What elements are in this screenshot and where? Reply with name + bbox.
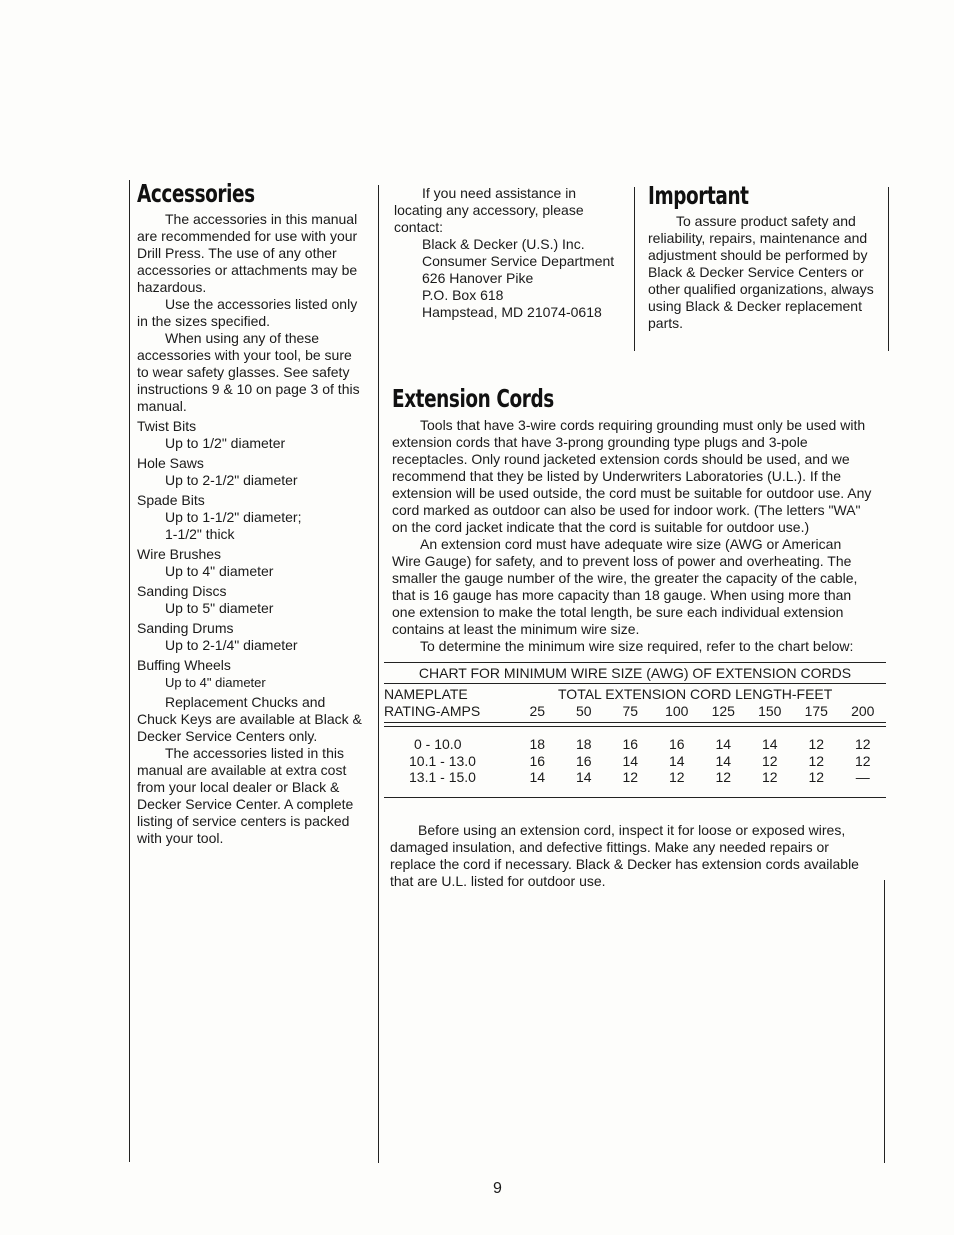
accessories-section (137, 180, 365, 847)
chart-head-nameplate: NAMEPLATE (384, 686, 468, 702)
inspection-section (390, 822, 860, 890)
accessory-size: Up to 4" diameter (165, 675, 266, 690)
replacement-chucks-note: Replacement Chucks and Chuck Keys are available at Black & Decker Service Centers only. (137, 694, 362, 744)
chart-head-length: TOTAL EXTENSION CORD LENGTH-FEET (558, 686, 833, 702)
grounding-paragraph: Tools that have 3-wire cords requiring grounding must only be used with extension cords that have 3-prong grounding type plugs and 3-pole receptacles. Only round jacketed extension cords should be used, and we recommend that they be listed by Underwriters Laboratories (U.L.). If the extension will be used outside, the cord must be suitable for outdoor use. Any cord marked as outdoor can also be used for indoor work. (The letters "WA" on the cord jacket indicate that the cord is suitable for outdoor use.) (392, 417, 872, 535)
accessory-size: Up to 4" diameter (165, 563, 274, 579)
accessory-name: Spade Bits (137, 492, 205, 508)
address-line: 626 Hanover Pike (422, 270, 534, 286)
length-header: 150 (758, 703, 782, 719)
gauge-cell: 14 (668, 752, 685, 769)
gauge-cell: 12 (668, 769, 685, 785)
gauge-cell: 16 (668, 736, 685, 752)
gauge-cell: 12 (715, 769, 732, 785)
chart-length-row (514, 703, 886, 720)
length-header: 125 (711, 703, 735, 719)
gauge-cell: 12 (854, 736, 871, 752)
amp-range: 0 - 10.0 (414, 736, 462, 752)
address-line: P.O. Box 618 (422, 287, 504, 303)
accessory-list (137, 418, 365, 691)
accessory-name: Twist Bits (137, 418, 197, 434)
accessory-item (137, 583, 365, 617)
chart-title: CHART FOR MINIMUM WIRE SIZE (AWG) OF EXTENSION CORDS (418, 665, 852, 681)
gauge-cell: 14 (761, 736, 778, 752)
accessory-size: Up to 2-1/2" diameter (165, 472, 298, 488)
accessory-size: Up to 2-1/4" diameter (165, 637, 298, 653)
address-line: Consumer Service Department (422, 253, 615, 269)
length-header: 200 (851, 703, 875, 719)
extension-cords-section (392, 385, 872, 655)
gauge-cell: 16 (622, 736, 639, 752)
accessory-size: Up to 1-1/2" diameter; (165, 509, 302, 525)
gauge-cell: 12 (808, 769, 825, 785)
gauge-cell: 12 (622, 769, 639, 785)
address-line: Hampstead, MD 21074-0618 (422, 304, 602, 320)
accessory-size-extra: 1-1/2" thick (165, 526, 235, 542)
accessories-safety-note: When using any of these accessories with your tool, be sure to wear safety glasses. See safety instructions 9 & 10 on page 3 of this manual. (137, 330, 360, 414)
accessories-intro: The accessories in this manual are recommended for use with your Drill Press. The use of any other accessories or attachments may be hazardous. (137, 211, 358, 295)
accessory-item (137, 546, 365, 580)
gauge-cell: 16 (575, 752, 592, 769)
accessory-name: Sanding Discs (137, 583, 227, 599)
gauge-cell: 14 (622, 752, 639, 769)
gauge-cell: — (855, 769, 870, 785)
accessories-heading: Accessories (137, 179, 255, 208)
extra-cost-note: The accessories listed in this manual are available at extra cost from your local dealer or Black & Decker Service Center. A complete listing of service centers is packed with your tool. (137, 745, 354, 846)
gauge-cell: 16 (529, 752, 546, 769)
page-number: 9 (493, 1180, 502, 1197)
chart-head-left (384, 686, 514, 720)
amp-range: 10.1 - 13.0 (409, 752, 476, 769)
gauge-cell: 18 (575, 736, 592, 752)
column-rule-right (884, 880, 885, 1163)
gauge-cell: 12 (761, 752, 778, 769)
accessory-name: Wire Brushes (137, 546, 222, 562)
accessories-sizes-note: Use the accessories listed only in the sizes specified. (137, 296, 358, 329)
important-rule-right (888, 187, 889, 351)
chart-head-rating: RATING-AMPS (384, 703, 481, 719)
length-header: 50 (575, 703, 592, 719)
table-row (384, 753, 886, 770)
accessory-name: Sanding Drums (137, 620, 234, 636)
accessory-item (137, 657, 365, 691)
length-header: 25 (529, 703, 546, 719)
extension-cords-heading: Extension Cords (392, 384, 554, 413)
accessory-item (137, 620, 365, 654)
contact-intro: If you need assistance in locating any accessory, please contact: (394, 185, 584, 235)
contact-section (394, 185, 622, 321)
amp-range: 13.1 - 15.0 (409, 769, 476, 785)
table-row (384, 769, 886, 786)
gauge-cell: 12 (808, 752, 825, 769)
address-line: Black & Decker (U.S.) Inc. (422, 236, 585, 252)
chart-reference: To determine the minimum wire size required, refer to the chart below: (420, 638, 854, 654)
gauge-cell: 12 (854, 752, 871, 769)
contact-address (394, 236, 622, 321)
important-heading: Important (648, 181, 749, 210)
length-header: 175 (804, 703, 828, 719)
column-rule-middle (378, 185, 379, 1163)
accessory-size: Up to 5" diameter (165, 600, 274, 616)
accessory-size: Up to 1/2" diameter (165, 435, 286, 451)
accessory-item (137, 418, 365, 452)
table-row (384, 736, 886, 753)
gauge-cell: 14 (529, 769, 546, 785)
wire-size-paragraph: An extension cord must have adequate wire size (AWG or American Wire Gauge) for safety, and to prevent loss of power and overheating. The smaller the gauge number of the wire, the greater the capacity of the cable, that is 16 gauge has more capacity than 18 gauge. When using more than one extension to make the total length, be sure each individual extension contains at least the minimum wire size. (392, 536, 858, 637)
accessory-name: Buffing Wheels (137, 657, 231, 673)
important-section (648, 182, 876, 332)
accessory-name: Hole Saws (137, 455, 204, 471)
length-header: 100 (665, 703, 689, 719)
chart-table (384, 736, 886, 786)
gauge-cell: 14 (715, 736, 732, 752)
column-rule-left (129, 180, 130, 1162)
gauge-cell: 14 (715, 752, 732, 769)
gauge-cell: 12 (761, 769, 778, 785)
inspection-paragraph: Before using an extension cord, inspect it for loose or exposed wires, damaged insulation, and defective fittings. Make any needed repairs or replace the cord if necessary. Black & Decker has extension cords available that are U.L. listed for outdoor use. (390, 822, 859, 889)
accessory-item (137, 492, 365, 543)
length-header: 75 (622, 703, 639, 719)
wire-size-chart (384, 662, 886, 798)
gauge-cell: 12 (808, 736, 825, 752)
important-text: To assure product safety and reliability, repairs, maintenance and adjustment should be performed by Black & Decker Service Centers or other qualified organizations, always using Black & Decker replacement parts. (648, 213, 874, 331)
important-rule-left (634, 187, 635, 351)
gauge-cell: 18 (529, 736, 546, 752)
accessory-item (137, 455, 365, 489)
gauge-cell: 14 (575, 769, 592, 785)
